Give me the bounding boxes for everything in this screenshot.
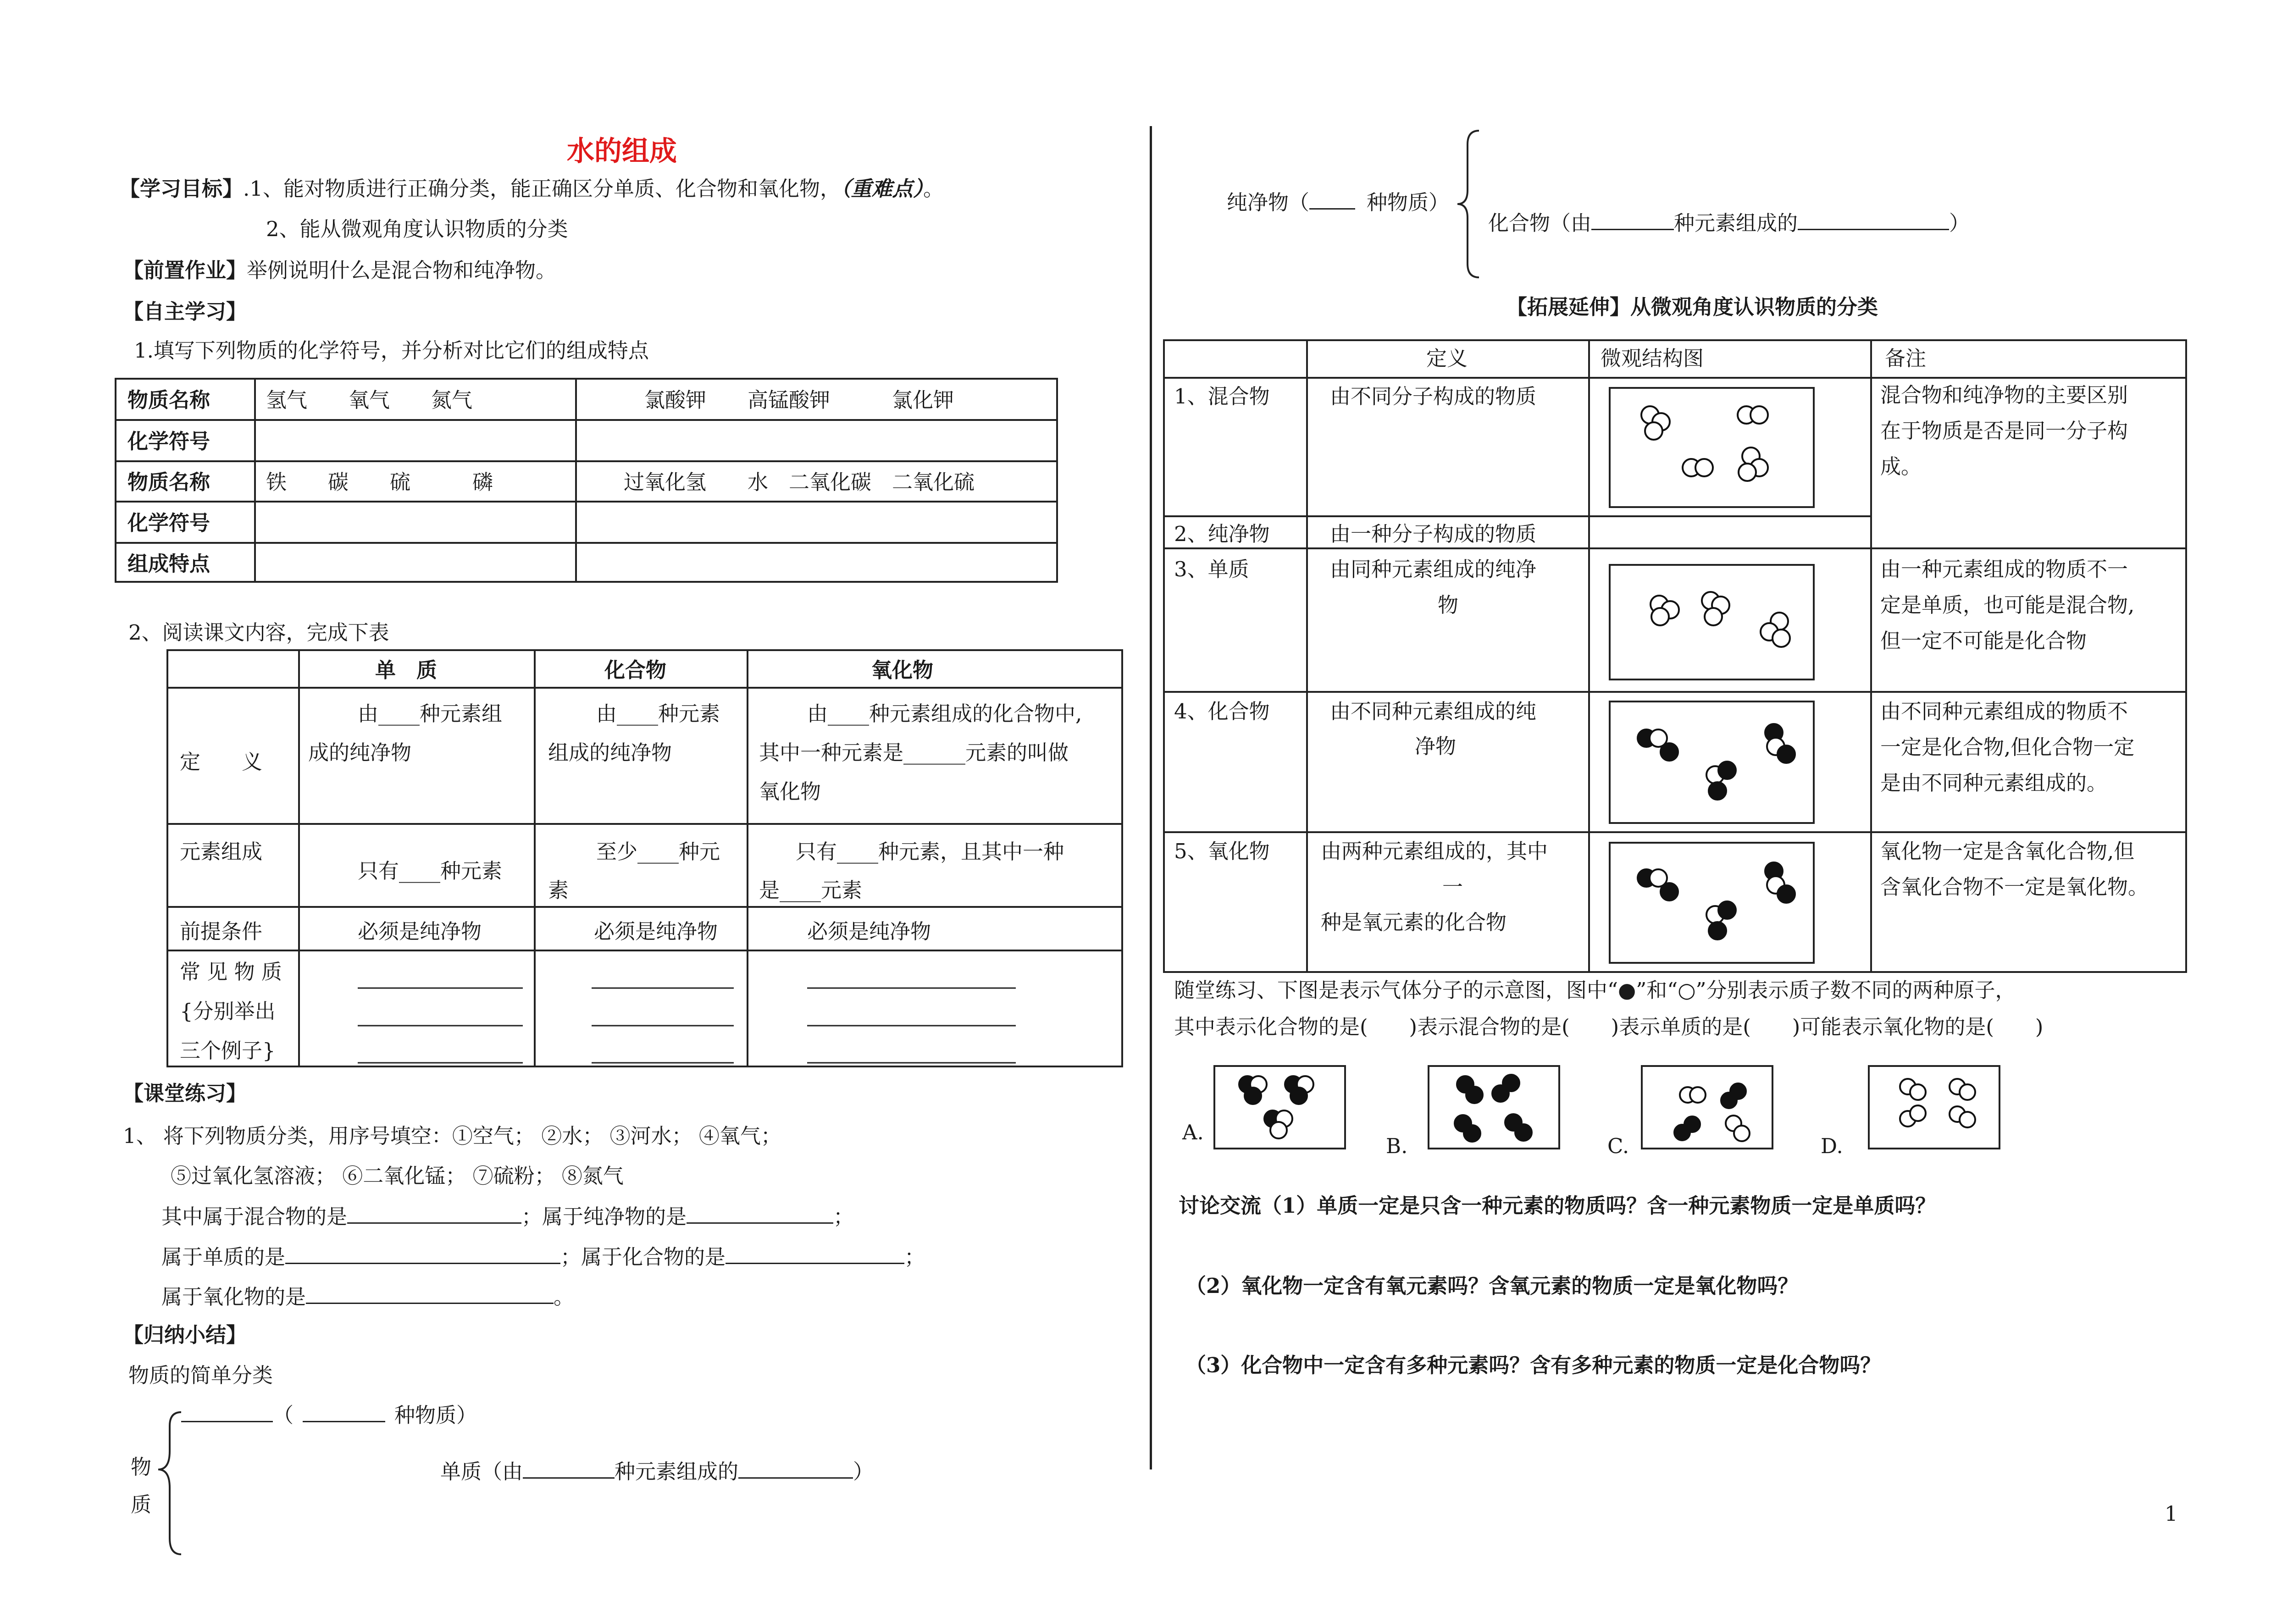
quiz-label-d: D. (1821, 1134, 1843, 1158)
ext-row-compound: 4、化合物 (1174, 699, 1270, 724)
ext-note-3-2: 一定是化合物,但化合物一定 (1880, 735, 2135, 759)
practice-label: 【课堂练习】 (123, 1081, 247, 1105)
quiz-label-c: C. (1607, 1134, 1629, 1158)
page-number: 1 (2165, 1502, 2178, 1526)
self-study-q1: 1.填写下列物质的化学符号，并分析对比它们的组成特点 (134, 338, 649, 363)
blank-mixture[interactable] (347, 1202, 521, 1224)
practice-line5: 属于氧化物的是 。 (161, 1282, 574, 1311)
t2-cond-c2: 必须是纯净物 (594, 919, 718, 944)
blank-kind-1[interactable] (303, 1401, 385, 1422)
blank-elem-kind[interactable] (738, 1457, 853, 1479)
t2-def-c1-1: 由____种元素组 (358, 702, 503, 726)
ext-note-4-2: 含氧化合物不一定是氧化物。 (1880, 875, 2149, 899)
t2-comp-c3-1: 只有____种元素，且其中一种 (796, 840, 1064, 864)
pre-homework: 【前置作业】举例说明什么是混合物和纯净物。 (123, 258, 557, 282)
t2-def-c3-3: 氧化物 (759, 779, 821, 804)
ext-note-2-3: 但一定不可能是化合物 (1880, 629, 2087, 653)
ext-def-oxide-1: 由两种元素组成的，其中 (1321, 839, 1548, 863)
t2-def-c3-2: 其中一种元素是______元素的叫做 (759, 740, 1069, 765)
t2-comp-c1: 只有____种元素 (358, 859, 503, 883)
t2-comp-c3-2: 是____元素 (759, 878, 863, 902)
quiz-label-b: B. (1386, 1134, 1408, 1158)
t2-comp-c2-2: 素 (548, 878, 569, 902)
extension-label: 【拓展延伸】从微观角度认识物质的分类 (1507, 295, 1878, 319)
t1-head-2: 化学符号 (127, 429, 210, 453)
ext-def-oxide-3: 种是氧元素的化合物 (1321, 910, 1507, 934)
t1-right-1: 氯酸钾 高锰酸钾 氯化钾 (644, 388, 954, 412)
t1-right-3: 过氧化氢 水 二氧化碳 二氧化硫 (624, 470, 975, 494)
ext-row-mixture: 1、混合物 (1174, 384, 1270, 409)
blank-elem-count[interactable] (523, 1457, 615, 1479)
t2-def-label: 定 义 (180, 750, 263, 774)
practice-line4: 属于单质的是 ；属于化合物的是 ； (161, 1243, 925, 1271)
discussion-q3: （3）化合物中一定含有多种元素吗？含有多种元素的物质一定是化合物吗？ (1185, 1353, 1881, 1377)
ext-def-element-2: 物 (1438, 593, 1459, 617)
page-title: 水的组成 (567, 135, 677, 167)
objectives-label: 【学习目标】 (119, 177, 244, 201)
t2-def-c1-2: 成的纯净物 (308, 740, 412, 765)
blank-oxide[interactable] (306, 1282, 554, 1304)
ext-row-element: 3、单质 (1174, 557, 1249, 581)
t1-head-4: 化学符号 (127, 511, 210, 535)
t2-comp-label: 元素组成 (180, 840, 263, 864)
objectives-line2: 2、能从微观角度认识物质的分类 (266, 217, 568, 241)
t2-ex-label-2: {分别举出 (180, 999, 276, 1023)
ext-note-1-3: 成。 (1880, 454, 1922, 479)
ext-head-micro: 微观结构图 (1601, 346, 1704, 370)
self-study-q2: 2、阅读课文内容，完成下表 (128, 620, 389, 645)
ext-head-def: 定义 (1426, 346, 1468, 370)
summary-sub: 物质的简单分类 (128, 1363, 273, 1387)
t2-ex-label-1: 常 见 物 质 (180, 960, 282, 984)
blank-element[interactable] (285, 1243, 560, 1264)
column-divider (1150, 126, 1152, 1469)
ext-note-4-1: 氧化物一定是含氧化合物,但 (1880, 839, 2135, 863)
t1-head-1: 物质名称 (127, 388, 210, 412)
t2-def-c3-1: 由____种元素组成的化合物中, (807, 702, 1082, 726)
quiz-line1: 随堂练习、下图是表示气体分子的示意图，图中“●”和“○”分别表示质子数不同的两种原子， (1174, 978, 2016, 1002)
blank-class-1[interactable] (181, 1401, 273, 1422)
ext-def-compound-2: 净物 (1415, 734, 1457, 758)
t2-def-c2-1: 由____种元素 (596, 702, 720, 726)
ext-note-3-1: 由不同种元素组成的物质不 (1880, 699, 2128, 724)
quiz-label-a: A. (1182, 1120, 1204, 1144)
summary-mixture-line: （ 种物质） (181, 1401, 477, 1429)
quiz-line2: 其中表示化合物的是( )表示混合物的是( )表示单质的是( )可能表示氧化物的是( ) (1174, 1015, 2044, 1039)
ext-note-1-2: 在于物质是否是同一分子构 (1880, 419, 2128, 443)
summary-matter-2: 质 (131, 1492, 152, 1517)
ext-def-mixture: 由不同分子构成的物质 (1330, 384, 1537, 409)
summary-label: 【归纳小结】 (123, 1323, 247, 1347)
practice-line1: 1、 将下列物质分类，用序号填空：①空气； ②水； ③河水； ④氧气； (123, 1124, 781, 1148)
discussion-q2: （2）氧化物一定含有氧元素吗？含氧元素的物质一定是氧化物吗？ (1185, 1274, 1799, 1298)
t1-left-1: 氢气 氧气 氮气 (266, 388, 473, 412)
t2-cond-c1: 必须是纯净物 (358, 919, 482, 944)
ext-row-pure: 2、纯净物 (1174, 522, 1270, 546)
t2-def-c2-2: 组成的纯净物 (548, 740, 672, 765)
ext-note-2-1: 由一种元素组成的物质不一 (1880, 557, 2128, 581)
summary-matter-1: 物 (131, 1455, 152, 1479)
t2-cond-label: 前提条件 (180, 919, 263, 944)
blank-pure[interactable] (687, 1202, 833, 1224)
t1-head-5: 组成特点 (127, 552, 210, 576)
t2-comp-c2-1: 至少____种元 (596, 840, 720, 864)
compound-line: 化合物（由 种元素组成的 ） (1488, 209, 1970, 237)
ext-head-note: 备注 (1885, 346, 1927, 370)
blank-compound-kind[interactable] (1798, 209, 1949, 230)
ext-note-1-1: 混合物和纯净物的主要区别 (1880, 383, 2128, 407)
ext-def-element-1: 由同种元素组成的纯净 (1330, 557, 1537, 581)
t2-head-compound: 化合物 (604, 658, 667, 682)
ext-note-3-3: 是由不同种元素组成的。 (1880, 771, 2108, 795)
ext-def-compound-1: 由不同种元素组成的纯 (1330, 699, 1537, 724)
t2-head-oxide: 氧化物 (871, 658, 934, 682)
practice-line2: ⑤过氧化氢溶液； ⑥二氧化锰； ⑦硫粉； ⑧氮气 (171, 1164, 624, 1188)
ext-def-oxide-2: 一 (1442, 875, 1463, 899)
blank-compound-count[interactable] (1591, 209, 1674, 230)
t1-left-3: 铁 碳 硫 磷 (266, 470, 493, 494)
summary-element-line: 单质（由 种元素组成的 ） (440, 1457, 874, 1486)
t2-head-element: 单 质 (375, 658, 438, 682)
blank-pure-kind[interactable] (1309, 188, 1355, 210)
t2-cond-c3: 必须是纯净物 (807, 919, 931, 944)
ext-note-2-2: 定是单质，也可能是混合物, (1880, 593, 2135, 617)
ext-def-pure: 由一种分子构成的物质 (1330, 522, 1537, 546)
self-study-label: 【自主学习】 (123, 299, 247, 324)
discussion-q1: 讨论交流（1）单质一定是只含一种元素的物质吗？含一种元素物质一定是单质吗？ (1179, 1193, 1936, 1218)
pure-line: 纯净物（ 种物质） (1227, 188, 1449, 216)
objectives-line1: 【学习目标】.1、能对物质进行正确分类，能正确区分单质、化合物和氧化物，（重难点）。 (119, 177, 944, 201)
practice-line3: 其中属于混合物的是 ；属于纯净物的是 ； (161, 1202, 854, 1231)
t2-ex-label-3: 三个例子} (180, 1038, 276, 1063)
blank-compound[interactable] (726, 1243, 904, 1264)
t1-head-3: 物质名称 (127, 470, 210, 494)
ext-row-oxide: 5、氧化物 (1174, 839, 1270, 863)
